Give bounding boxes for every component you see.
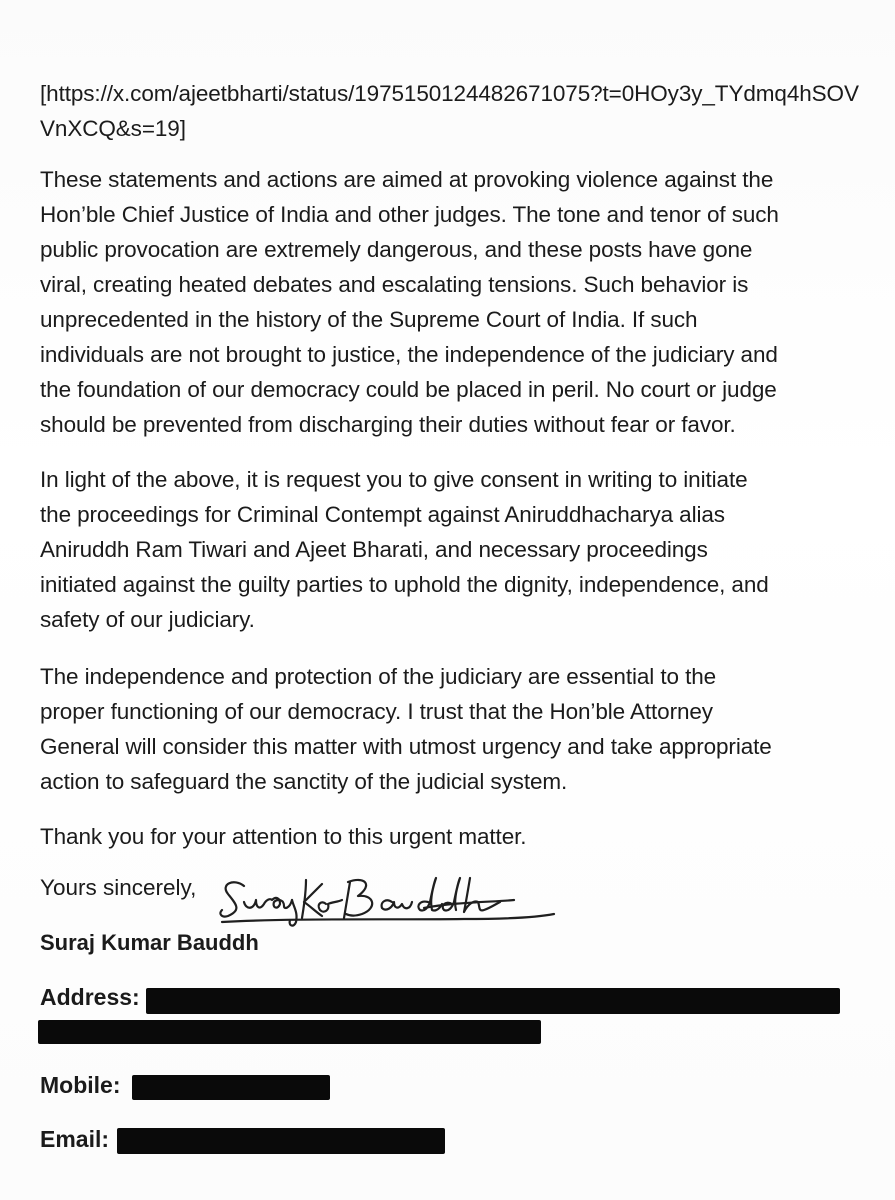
- paragraph-line: public provocation are extremely dangerous, and these posts have gone: [40, 237, 753, 262]
- paragraph-line: Hon’ble Chief Justice of India and other judges. The tone and tenor of such: [40, 202, 779, 227]
- paragraph-request: [40, 462, 880, 637]
- paragraph-line: action to safeguard the sanctity of the judicial system.: [40, 769, 568, 794]
- paragraph-line: should be prevented from discharging their duties without fear or favor.: [40, 412, 736, 437]
- email-label: Email:: [40, 1126, 110, 1152]
- paragraph-line: the proceedings for Criminal Contempt against Aniruddhacharya alias: [40, 502, 725, 527]
- paragraph-line: unprecedented in the history of the Supreme Court of India. If such: [40, 307, 698, 332]
- paragraph-line: proper functioning of our democracy. I trust that the Hon’ble Attorney: [40, 699, 713, 724]
- paragraph-line: Aniruddh Ram Tiwari and Ajeet Bharati, and necessary proceedings: [40, 537, 708, 562]
- paragraph-line: viral, creating heated debates and escalating tensions. Such behavior is: [40, 272, 749, 297]
- paragraph-line: These statements and actions are aimed at provoking violence against the: [40, 167, 774, 192]
- redacted-mobile-number: [132, 1075, 330, 1100]
- paragraph-line: individuals are not brought to justice, the independence of the judiciary and: [40, 342, 778, 367]
- paragraph-line: safety of our judiciary.: [40, 607, 255, 632]
- source-url-text: [https://x.com/ajeetbharti/status/1975150124482671075?t=0HOy3y_TYdmq4hSOVVnXCQ&s=19]: [40, 81, 859, 141]
- address-label: Address:: [40, 984, 140, 1010]
- source-url-reference: [40, 76, 870, 146]
- paragraph-thanks: [40, 819, 880, 854]
- paragraph-line: General will consider this matter with utmost urgency and take appropriate: [40, 734, 772, 759]
- redacted-address-line-2: [38, 1020, 541, 1044]
- paragraph-line: The independence and protection of the judiciary are essential to the: [40, 664, 717, 689]
- paragraph-line: Thank you for your attention to this urgent matter.: [40, 824, 527, 849]
- handwritten-signature: [214, 872, 559, 932]
- redacted-address-line-1: [146, 988, 840, 1014]
- paragraph-line: the foundation of our democracy could be placed in peril. No court or judge: [40, 377, 777, 402]
- mobile-label: Mobile:: [40, 1072, 121, 1098]
- signer-name: Suraj Kumar Bauddh: [40, 930, 259, 955]
- paragraph-independence: [40, 659, 880, 799]
- paragraph-line: In light of the above, it is request you to give consent in writing to initiate: [40, 467, 748, 492]
- paragraph-provocation: [40, 162, 880, 442]
- redacted-email-address: [117, 1128, 445, 1154]
- closing-salutation: Yours sincerely,: [40, 875, 197, 900]
- paragraph-line: initiated against the guilty parties to uphold the dignity, independence, and: [40, 572, 769, 597]
